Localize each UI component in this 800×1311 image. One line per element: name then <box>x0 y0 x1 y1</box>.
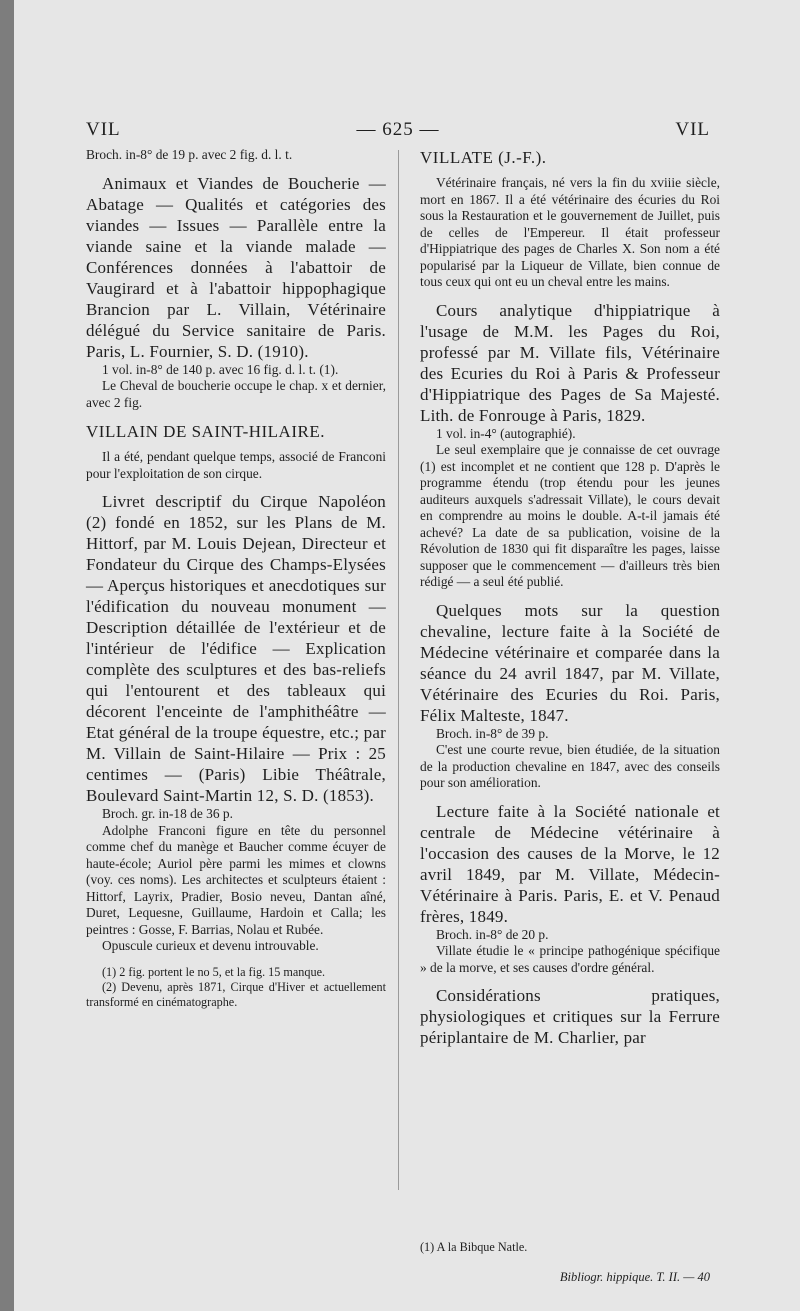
column-divider <box>398 150 399 1190</box>
page-footer: Bibliogr. hippique. T. II. — 40 <box>559 1270 710 1284</box>
entry-description: 1 vol. in-4° (autographié). <box>436 425 576 441</box>
author-bio: Vétérinaire français, né vers la fin du xviiie siècle, mort en 1867. Il a été vétérinaire des écuries du Roi sous la Restauration et le gouvernement de Juillet, puis de celles de l'Empereur. Il était professeur d'Hippiatrique des pages de Charles X. Son nom a été popularisé par la Liqueur de Villate, bien connue de tous ceux qui ont eu un cheval entre les mains. <box>420 175 720 289</box>
entry-title: Lecture faite à la Société nationale et centrale de Médecine vétérinaire à l'occasion des causes de la Morve, le 12 avril 1849, par M. Villate, Médecin-Vétérinaire à Paris. Paris, E. et V. Penaud frères, 1849. <box>420 801 720 926</box>
continued-note: Broch. in-8° de 19 p. avec 2 fig. d. l. t. <box>86 147 293 162</box>
footnote: (2) Devenu, après 1871, Cirque d'Hiver et actuellement transformé en cinématographe. <box>86 979 386 1009</box>
footnote: (1) 2 fig. portent le no 5, et la fig. 15 manque. <box>102 964 326 979</box>
entry-note: Le Cheval de boucherie occupe le chap. x et dernier, avec 2 fig. <box>86 378 386 410</box>
author-bio: Il a été, pendant quelque temps, associé de Franconi pour l'exploitation de son cirque. <box>86 449 386 481</box>
right-column <box>420 147 720 1048</box>
footnote: (1) A la Bibque Natle. <box>420 1240 528 1254</box>
entry-title: Animaux et Viandes de Boucherie — Abatage — Qualités et catégories des viandes — Issues — Parallèle entre la viande saine et la viande malade — Conférences données à l'abattoir de Vaugirard et à l'abattoir hippophagique Brancion par L. Villain, Vétérinaire délégué du Service sanitaire de Paris. Paris, L. Fournier, S. D. (1910). <box>86 173 386 361</box>
entry-note: Le seul exemplaire que je connaisse de cet ouvrage (1) est incomplet et ne contient que 128 p. D'après le programme étendu (trop étendu pour les jeunes auditeurs auxquels s'adressait Villate), le cours devait en comprendre au moins le double. A-t-il jamais été achevé? La date de sa publication, voisine de la Révolution de 1830 qui fit disparaître les pages, laisse supposer que le commencement — d'ailleurs très bien rédigé — a seul été publié. <box>420 442 720 589</box>
entry-title: Livret descriptif du Cirque Napoléon (2) fondé en 1852, sur les Plans de M. Hittorf, par M. Louis Dejean, Directeur et Fondateur du Cirque des Champs-Elysées — Aperçus historiques et anecdotiques sur l'édification du nouveau monument — Description détaillée de l'extérieur et de l'intérieur de l'édifice — Explication complète des sculptures et des bas-reliefs qui l'entourent et des tableaux qui décorent l'enceinte de l'amphithéâtre — Etat général de la troupe équestre, etc.; par M. Villain de Saint-Hilaire — Prix : 25 centimes — (Paris) Libie Théâtrale, Boulevard Saint-Martin 12, S. D. (1853). <box>86 492 386 805</box>
entry-description: Broch. in-8° de 20 p. <box>436 926 549 942</box>
entry-note: Opuscule curieux et devenu introuvable. <box>102 938 319 953</box>
running-header <box>86 119 710 141</box>
entry-title: Quelques mots sur la question chevaline, lecture faite à la Société de Médecine vétérinaire et comparée dans la séance du 24 avril 1847, par M. Villate, Vétérinaire des Ecuries du Roi. Paris, Félix Malteste, 1847. <box>420 600 720 725</box>
entry-title: Cours analytique d'hippiatrique à l'usage de M.M. les Pages du Roi, professé par M. Villate fils, Vétérinaire des Ecuries du Roi à Paris & Professeur d'Hippiatrique des Pages de Sa Majesté. Lith. de Fonrouge à Paris, 1829. <box>420 300 720 425</box>
entry-note: Villate étudie le « principe pathogénique spécifique » de la morve, et ses causes d'ordre général. <box>420 943 720 975</box>
entry-note: Adolphe Franconi figure en tête du personnel comme chef du manège et Baucher comme écuyer de haute-école; Auriol père parmi les mimes et clowns (voy. ces noms). Les architectes et sculpteurs étaient : Hittorf, Layrix, Pradier, Bosio neveu, Dantan aîné, Duret, Lequesne, Guillaume, Hardoin et Calla; les peintres : Gosse, F. Barrias, Nolau et Rubée. <box>86 822 386 937</box>
footnotes <box>86 965 386 1010</box>
entry-note: C'est une courte revue, bien étudiée, de la situation de la production chevaline en 1847, avec des conseils pour son amélioration. <box>420 742 720 790</box>
header-right: VIL <box>675 119 710 140</box>
author-heading: VILLAIN DE SAINT-HILAIRE. <box>86 422 325 441</box>
page-number: — 625 — <box>356 119 440 140</box>
left-column <box>86 147 386 1010</box>
entry-description: Broch. in-8° de 39 p. <box>436 725 549 741</box>
header-left: VIL <box>86 119 121 140</box>
entry-title: Considérations pratiques, physiologiques et critiques sur la Ferrure périplantaire de M. Charlier, par <box>420 986 720 1047</box>
entry-description: 1 vol. in-8° de 140 p. avec 16 fig. d. l. t. (1). <box>102 361 339 377</box>
author-heading: VILLATE (J.-F.). <box>420 148 547 167</box>
entry-description: Broch. gr. in-18 de 36 p. <box>102 806 233 821</box>
